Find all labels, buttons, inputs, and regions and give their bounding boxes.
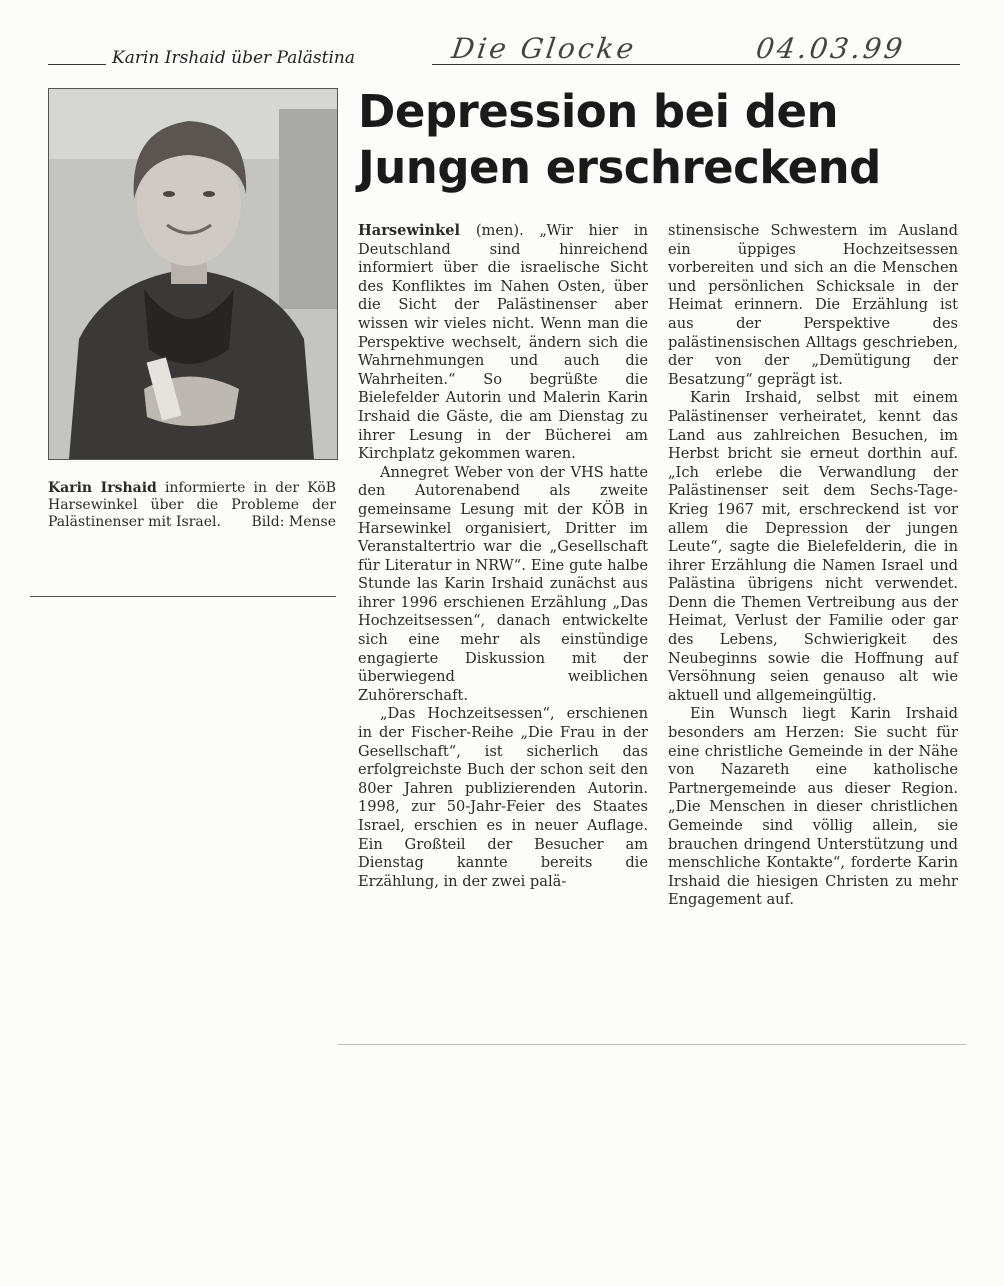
caption-name: Karin Irshaid <box>48 480 157 496</box>
caption-rule <box>30 596 336 597</box>
paragraph-5: Karin Irshaid, selbst mit einem Palästinenser verheiratet, kennt das Land aus zahlreichen Besuchen, im Herbst bricht sie erneut dorthin auf. „Ich erlebe die Verwandlung der Palästinenser seit dem Sechs-Tage-Krieg 1967 mit, erschreckend ist vor allem die Depression der jungen Leute“, sagte die Bielefelderin, die in ihrer Erzählung die Namen Israel und Palästina übrigens nicht verwendet. Denn die Themen Vertreibung aus der Heimat, Verlust der Familie oder gar des Lebens, Schwierigkeit des Neubeginns sowie die Hoffnung auf Versöhnung seien genauso alt wie aktuell und allgemeingültig. <box>668 389 958 704</box>
headline: Depression bei den Jungen erschreckend <box>358 85 881 194</box>
paragraph-2: Annegret Weber von der VHS hatte den Autorenabend als zweite gemeinsame Lesung mit der KÖB in Harsewinkel organisiert, Dritter im Veranstaltertrio war die „Gesellschaft für Literatur in NRW“. Eine gute halbe Stunde las Karin Irshaid zunächst aus ihrer 1996 erschienen Erzählung „Das Hochzeitsessen“, danach entwickelte sich eine mehr als einstündige engagierte Diskussion mit der überwiegend weiblichen Zuhörerschaft. <box>358 463 648 704</box>
portrait-illustration <box>49 89 337 459</box>
handwritten-note <box>450 32 908 65</box>
handwritten-date: 04.03.99 <box>753 32 908 65</box>
paragraph-1-text: (men). „Wir hier in Deutschland sind hinreichend informiert über die israelische Sicht des Konfliktes im Nahen Osten, über die Sicht der Palästinenser aber wissen wir vieles nicht. Wenn man die Perspektive wechselt, ändern sich die Wahrnehmungen und auch die Wahrheiten.“ So begrüßte die Bielefelder Autorin und Malerin Karin Irshaid die Gäste, die am Dienstag zu ihrer Lesung in der Bücherei am Kirchplatz gekommen waren. <box>358 222 649 463</box>
paragraph-3: „Das Hochzeitsessen“, erschienen in der Fischer-Reihe „Die Frau in der Gesellschaft“, ist sicherlich das erfolgreichste Buch der schon seit den 80er Jahren publizierenden Autorin. 1998, zur 50-Jahr-Feier des Staates Israel, erschien es in neuer Auflage. Ein Großteil der Besucher am Dienstag kannte bereits die Erzählung, in der zwei palä- <box>358 705 648 890</box>
paragraph-1 <box>358 222 648 464</box>
caption-credit: Bild: Mense <box>251 514 336 530</box>
photo-caption <box>48 480 336 531</box>
bottom-rule <box>338 1044 966 1045</box>
article-column-2 <box>668 222 958 910</box>
paragraph-4: stinensische Schwestern im Ausland ein üppiges Hochzeitsessen vorbereiten und sich an die Menschen und persönlichen Schicksale in der Heimat erinnern. Die Erzählung ist aus der Perspektive des palästinensischen Alltags geschrieben, der von der „Demütigung der Besatzung“ geprägt ist. <box>668 222 958 388</box>
portrait-photo <box>48 88 338 460</box>
kicker: Karin Irshaid über Palästina <box>112 48 356 68</box>
handwritten-paper: Die Glocke <box>449 32 639 65</box>
top-rule-left <box>48 64 106 65</box>
caption-text: informierte in der KöB Harsewinkel über die Probleme der Palästinenser mit Israel. <box>48 480 336 530</box>
dateline: Harsewinkel <box>358 222 461 239</box>
paragraph-6: Ein Wunsch liegt Karin Irshaid besonders am Herzen: Sie sucht für eine christliche Gemeinde in der Nähe von Nazareth eine katholische Partnergemeinde aus dieser Region. „Die Menschen in dieser christlichen Gemeinde sind völlig allein, sie brauchen dringend Unterstützung und menschliche Kontakte“, forderte Karin Irshaid die hiesigen Christen zu mehr Engagement auf. <box>668 705 958 909</box>
article-column-1 <box>358 222 648 891</box>
